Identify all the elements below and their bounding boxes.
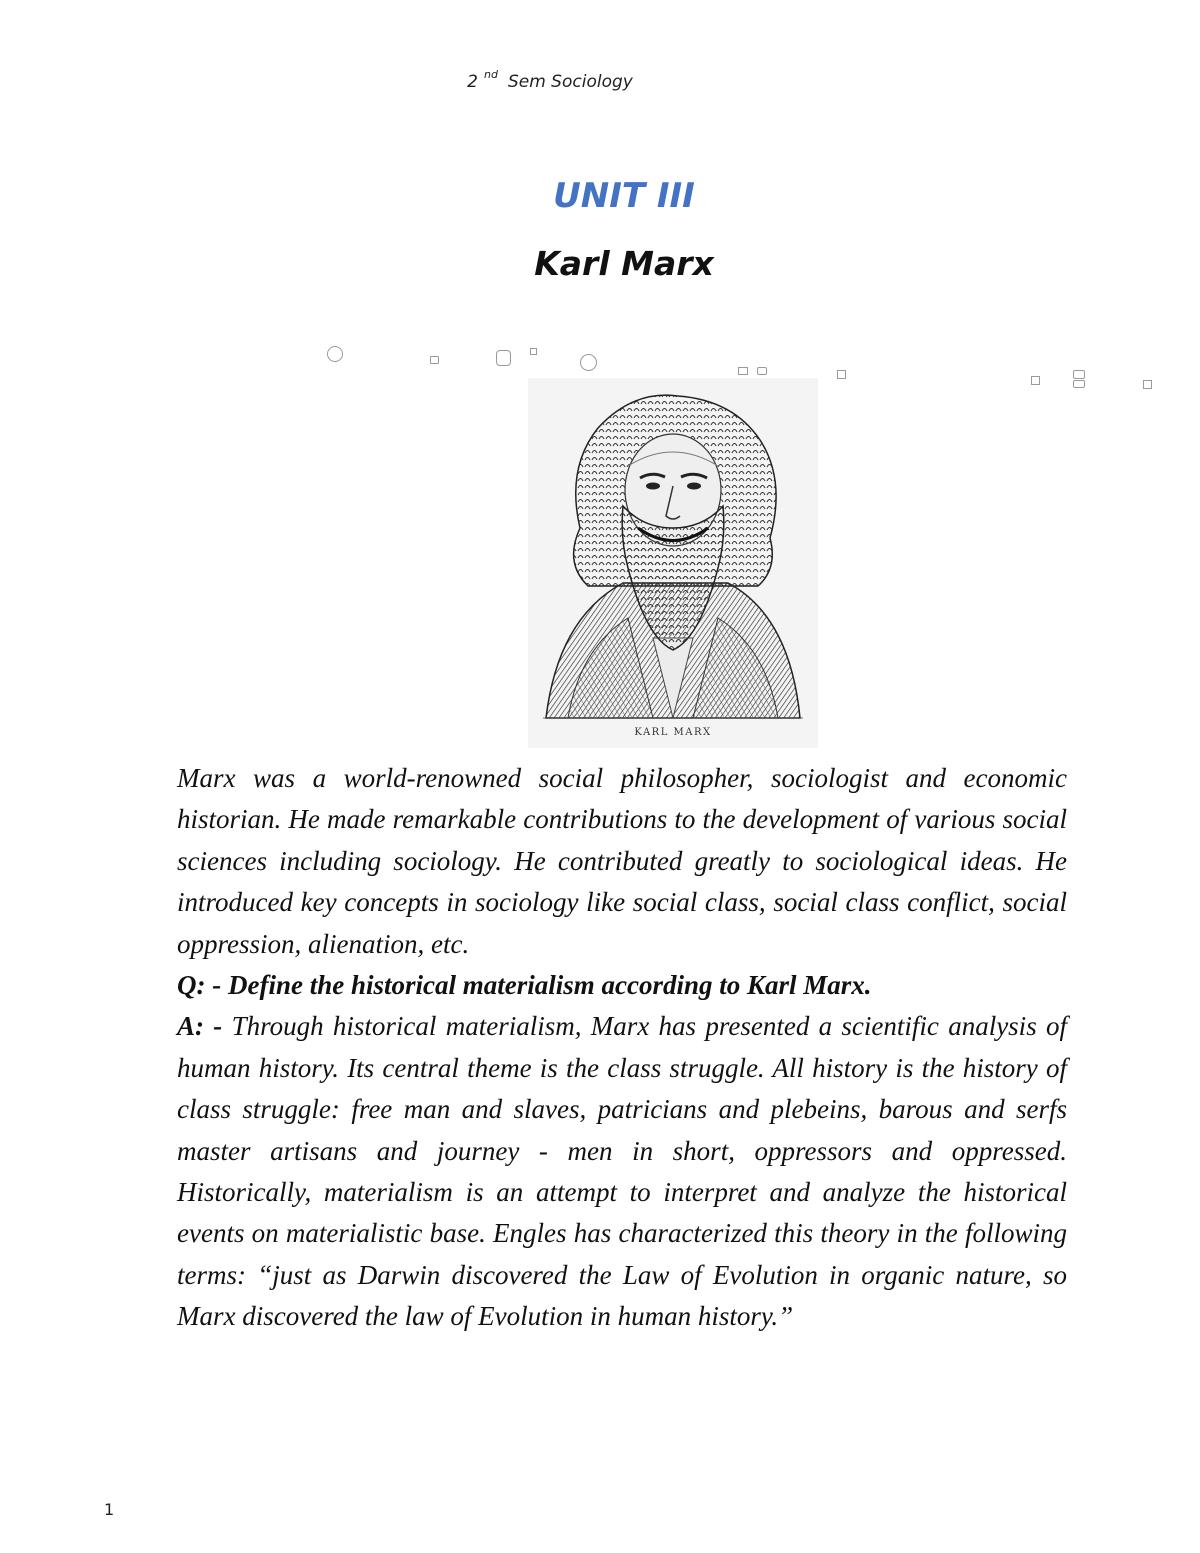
body-text bbox=[177, 758, 1067, 1338]
header-superscript: nd bbox=[484, 68, 498, 81]
header-subject: Sem Sociology bbox=[507, 72, 633, 92]
chapter-title: Karl Marx bbox=[534, 244, 714, 283]
artifact-square bbox=[1143, 380, 1152, 389]
artifact-small-square bbox=[530, 348, 537, 355]
artifact-square bbox=[1031, 376, 1040, 385]
answer-paragraph bbox=[177, 1006, 1067, 1337]
header-number: 2 bbox=[467, 72, 478, 92]
artifact-circle bbox=[580, 354, 597, 371]
answer-text: Through historical materialism, Marx has presented a scientific analysis of human history. Its central theme is the class struggle. All history is the history of class struggle: free man and slaves, patricians and plebeins, barous and serfs master artisans and journey - men in short, oppressors and oppressed. Historically, materialism is an attempt to interpret and analyze the historical events on materialistic base. Engles has characterized this theory in the following terms: “just as Darwin discovered the Law of Evolution in organic nature, so Marx discovered the law of Evolution in human history.” bbox=[177, 1011, 1067, 1332]
page-number: 1 bbox=[104, 1500, 115, 1519]
intro-paragraph: Marx was a world-renowned social philosopher, sociologist and economic historian. He made remarkable contributions to the development of various social sciences including sociology. He contributed greatly to sociological ideas. He introduced key concepts in sociology like social class, social class conflict, social oppression, alienation, etc. bbox=[177, 763, 1067, 959]
artifact-circle bbox=[327, 346, 343, 362]
artifact-square bbox=[430, 356, 439, 364]
running-header bbox=[0, 68, 1100, 92]
portrait-illustration bbox=[528, 378, 818, 748]
artifact-square bbox=[757, 367, 767, 375]
answer-label: A: - bbox=[177, 1011, 223, 1042]
portrait-caption: KARL MARX bbox=[634, 727, 712, 738]
unit-title: UNIT III bbox=[553, 176, 695, 216]
artifact-square bbox=[738, 367, 748, 375]
question-heading: Q: - Define the historical materialism according to Karl Marx. bbox=[177, 970, 872, 1001]
artifact-square bbox=[1073, 380, 1085, 388]
artifact-rounded-square bbox=[496, 350, 511, 366]
artifact-square bbox=[837, 370, 846, 379]
artifact-square bbox=[1073, 370, 1085, 379]
karl-marx-portrait bbox=[528, 378, 818, 748]
